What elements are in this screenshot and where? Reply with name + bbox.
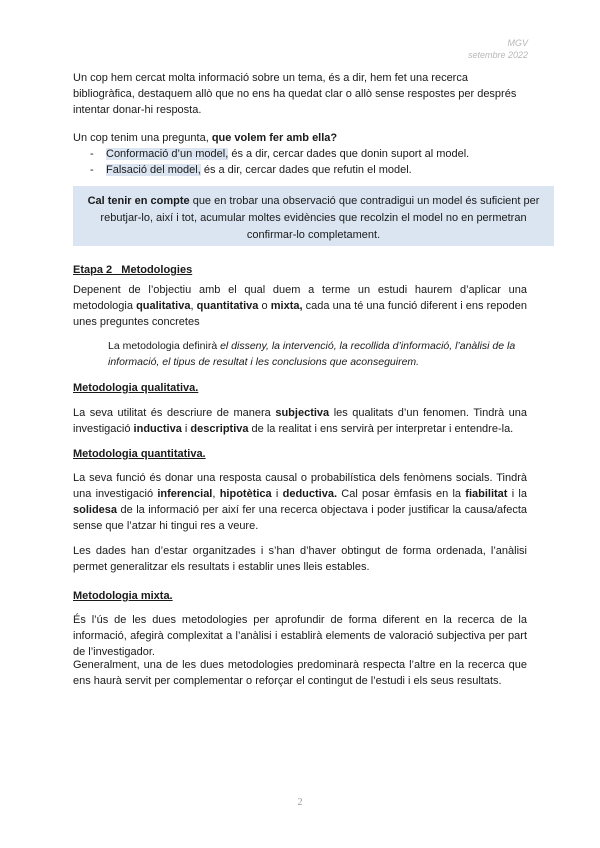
qual-paragraph bbox=[73, 405, 527, 437]
quant-text: Cal posar èmfasis en la bbox=[337, 488, 466, 500]
bullet-dash: - bbox=[90, 164, 94, 176]
quant-text: , bbox=[212, 488, 220, 500]
section-title-qualitativa bbox=[73, 380, 527, 396]
quant-bold: deductiva. bbox=[282, 488, 338, 500]
etapa-text: , bbox=[190, 300, 197, 312]
etapa-paragraph bbox=[73, 282, 527, 330]
qual-bold: descriptiva bbox=[190, 423, 249, 435]
etapa-title: Etapa 2_ Metodologies bbox=[73, 264, 193, 276]
highlighted-term: Conformació d’un model, bbox=[106, 148, 229, 160]
qual-text: de la realitat i ens servirà per interpretar i entendre-la. bbox=[248, 423, 514, 435]
options-list bbox=[90, 146, 469, 178]
quant-text: i bbox=[271, 488, 283, 500]
quant-bold: fiabilitat bbox=[465, 488, 508, 500]
note-text: La metodologia definirà bbox=[108, 340, 221, 352]
item-text: és a dir, cercar dades que refutin el model. bbox=[200, 164, 412, 176]
indented-note bbox=[108, 338, 527, 370]
mixta-paragraph: És l’ús de les dues metodologies per aprofundir de forma diferent en la recerca de la informació, afegirà complexitat a l’anàlisi i establirà elements de valoració subjectiva per part de l’investigador. bbox=[73, 614, 527, 658]
qual-text: i bbox=[181, 423, 191, 435]
etapa-text: Depenent de l’objectiu amb el qual duem a terme un estudi haurem d’aplicar una metodologia bbox=[73, 284, 527, 312]
mixta-paragraph-2: Generalment, una de les dues metodologies predominarà respecta l’altre en la recerca que ens haurà servit per complementar o reforçar el contingut de l’estudi i els seus resultats. bbox=[73, 659, 527, 687]
quant-paragraph bbox=[73, 470, 527, 534]
section-title-etapa bbox=[73, 262, 527, 278]
quant-bold: solidesa bbox=[73, 504, 118, 516]
callout-text: que en trobar una observació que contradigui un model és suficient per rebutjar-lo, així i tot, acumular moltes evidències que recolzin el model no en permetran confirmar-lo completament. bbox=[100, 195, 540, 241]
etapa-bold: qualitativa bbox=[136, 300, 191, 312]
question-text: Un cop tenim una pregunta, bbox=[73, 132, 212, 144]
highlighted-term: Falsació del model, bbox=[106, 164, 201, 176]
page-number: 2 bbox=[297, 797, 303, 808]
header-author: MGV bbox=[507, 38, 528, 48]
qual-text: les qualitats d’un fenomen. Tindrà una investigació bbox=[73, 407, 527, 435]
callout-bold: Cal tenir en compte bbox=[87, 195, 190, 207]
mixta-title: Metodologia mixta. bbox=[73, 590, 173, 602]
quant-text: i la bbox=[507, 488, 527, 500]
quant-bold: inferencial bbox=[157, 488, 213, 500]
quant-paragraph-2: Les dades han d’estar organitzades i s’han d’haver obtingut de forma ordenada, l’anàlisi permet generalitzar els resultats i establir unes lleis estables. bbox=[73, 545, 527, 573]
callout-box bbox=[73, 186, 554, 246]
note-italic: el disseny, la intervenció, la recollida d’informació, l’anàlisi de la informació, el tipus de resultat i les conclusions que aconseguirem. bbox=[108, 340, 516, 368]
etapa-bold: quantitativa bbox=[196, 300, 259, 312]
page-header bbox=[468, 37, 528, 61]
etapa-text: cada una té una funció diferent i ens repoden unes preguntes concretes bbox=[73, 300, 527, 328]
etapa-bold: mixta, bbox=[270, 300, 303, 312]
question-bold: que volem fer amb ella? bbox=[211, 132, 338, 144]
qual-bold: subjectiva bbox=[275, 407, 330, 419]
quant-text: La seva funció és donar una resposta causal o probabilística dels fenòmens socials. Tindrà una investigació bbox=[73, 472, 527, 500]
bullet-dash: - bbox=[90, 148, 94, 160]
quant-bold: hipotètica bbox=[219, 488, 272, 500]
section-title-quantitativa bbox=[73, 446, 527, 462]
etapa-text: o bbox=[258, 300, 271, 312]
quant-text: de la informació per així fer una recerca objectava i poder justificar la causa/afecta sense que l’atzar hi tingui res a veure. bbox=[73, 504, 527, 532]
qual-bold: inductiva bbox=[133, 423, 182, 435]
quant-title: Metodologia quantitativa. bbox=[73, 448, 206, 460]
list-item bbox=[90, 146, 469, 162]
list-item bbox=[90, 162, 469, 178]
intro-paragraph: Un cop hem cercat molta informació sobre un tema, és a dir, hem fet una recerca bibliogràfica, destaquem allò que no ens ha quedat clar o allò sense respostes per després intentar donar-hi resposta. bbox=[73, 72, 517, 116]
qual-title: Metodologia qualitativa. bbox=[73, 382, 199, 394]
question-paragraph bbox=[73, 130, 527, 146]
header-date: setembre 2022 bbox=[467, 50, 528, 60]
item-text: és a dir, cercar dades que donin suport al model. bbox=[228, 148, 470, 160]
section-title-mixta bbox=[73, 588, 527, 604]
qual-text: La seva utilitat és descriure de manera bbox=[73, 407, 276, 419]
